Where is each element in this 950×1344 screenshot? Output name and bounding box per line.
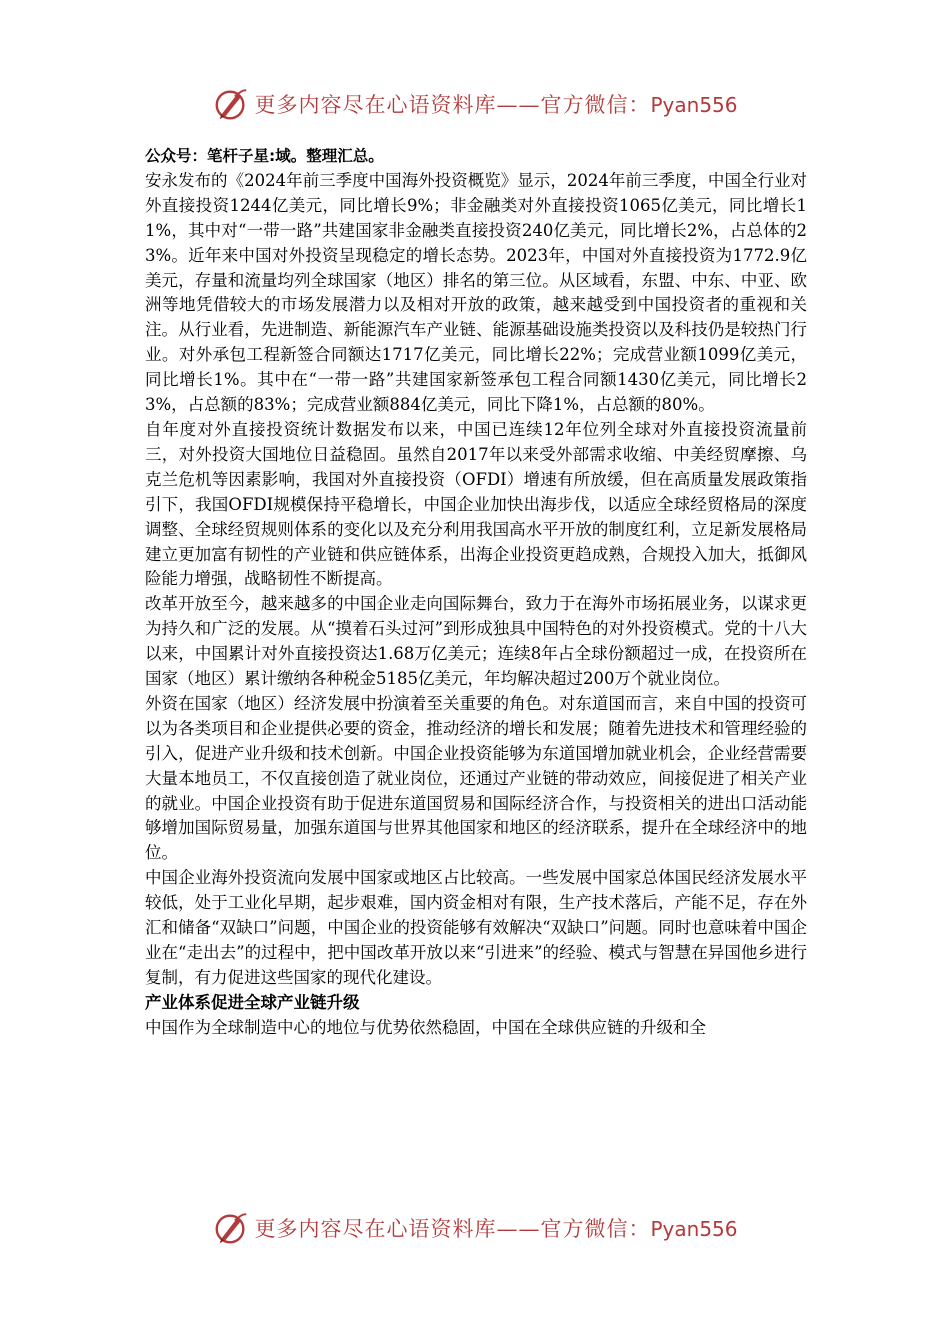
paragraph-5: 中国企业海外投资流向发展中国家或地区占比较高。一些发展中国家总体国民经济发展水平较低，处于工业化早期，起步艰难，国内资金相对有限，生产技术落后，产能不足，存在外汇和储备“双缺口”问题，中国企业的投资能够有效解决“双缺口”问题。同时也意味着中国企业在“走出去”的过程中，把中国改革开放以来“引进来”的经验、模式与智慧在异国他乡进行复制，有力促进这些国家的现代化建设。	[145, 868, 807, 987]
pen-logo-icon	[212, 85, 250, 123]
wechat-id: Pyan556	[650, 1217, 738, 1241]
paragraph-2: 自年度对外直接投资统计数据发布以来，中国已连续12年位列全球对外直接投资流量前三，对外投资大国地位日益稳固。虽然自2017年以来受外部需求收缩、中美经贸摩擦、乌克兰危机等因素影响，我国对外直接投资（OFDI）增速有所放缓，但在高质量发展政策指引下，我国OFDI规模保持平稳增长，中国企业加快出海步伐，以适应全球经贸格局的深度调整、全球经贸规则体系的变化以及充分利用我国高水平开放的制度红利，立足新发展格局建立更加富有韧性的产业链和供应链体系，出海企业投资更趋成熟，合规投入加大，抵御风险能力增强，战略韧性不断提高。	[145, 419, 807, 589]
watermark-text: 更多内容尽在心语资料库——官方微信：Pyan556	[254, 93, 738, 117]
paragraph-6-partial: 中国作为全球制造中心的地位与优势依然稳固，中国在全球供应链的升级和全	[145, 1017, 706, 1037]
header-watermark-banner	[0, 82, 950, 126]
account-line: 公众号：笔杆子星:域。整理汇总。	[145, 147, 384, 165]
paragraph-3: 改革开放至今，越来越多的中国企业走向国际舞台，致力于在海外市场拓展业务，以谋求更为持久和广泛的发展。从“摸着石头过河”到形成独具中国特色的对外投资模式。党的十八大以来，中国累计对外直接投资达1.68万亿美元；连续8年占全球份额超过一成，在投资所在国家（地区）累计缴纳各种税金5185亿美元，年均解决超过200万个就业岗位。	[145, 594, 807, 689]
paragraph-1: 安永发布的《2024年前三季度中国海外投资概览》显示，2024年前三季度，中国全行业对外直接投资1244亿美元，同比增长9%；非金融类对外直接投资1065亿美元，同比增长11%，其中对“一带一路”共建国家非金融类直接投资240亿美元，同比增长2%，占总体的23%。近年来中国对外投资呈现稳定的增长态势。2023年，中国对外直接投资为1772.9亿美元，存量和流量均列全球国家（地区）排名的第三位。从区域看，东盟、中东、中亚、欧洲等地凭借较大的市场发展潜力以及相对开放的政策，越来越受到中国投资者的重视和关注。从行业看，先进制造、新能源汽车产业链、能源基础设施类投资以及科技仍是较热门行业。对外承包工程新签合同额达1717亿美元，同比增长22%；完成营业额1099亿美元，同比增长1%。其中在“一带一路”共建国家新签承包工程合同额1430亿美元，同比增长23%，占总额的83%；完成营业额884亿美元，同比下降1%，占总额的80%。	[145, 170, 807, 415]
paragraph-4: 外资在国家（地区）经济发展中扮演着至关重要的角色。对东道国而言，来自中国的投资可以为各类项目和企业提供必要的资金，推动经济的增长和发展；随着先进技术和管理经验的引入，促进产业升级和技术创新。中国企业投资能够为东道国增加就业机会，企业经营需要大量本地员工，不仅直接创造了就业岗位，还通过产业链的带动效应，间接促进了相关产业的就业。中国企业投资有助于促进东道国贸易和国际经济合作，与投资相关的进出口活动能够增加国际贸易量，加强东道国与世界其他国家和地区的经济联系，提升在全球经济中的地位。	[145, 693, 807, 863]
footer-watermark-banner	[0, 1206, 950, 1250]
section-heading: 产业体系促进全球产业链升级	[145, 992, 360, 1012]
watermark-text: 更多内容尽在心语资料库——官方微信：Pyan556	[254, 1217, 738, 1241]
document-body	[145, 144, 807, 1041]
wechat-id: Pyan556	[650, 93, 738, 117]
pen-logo-icon	[212, 1209, 250, 1247]
